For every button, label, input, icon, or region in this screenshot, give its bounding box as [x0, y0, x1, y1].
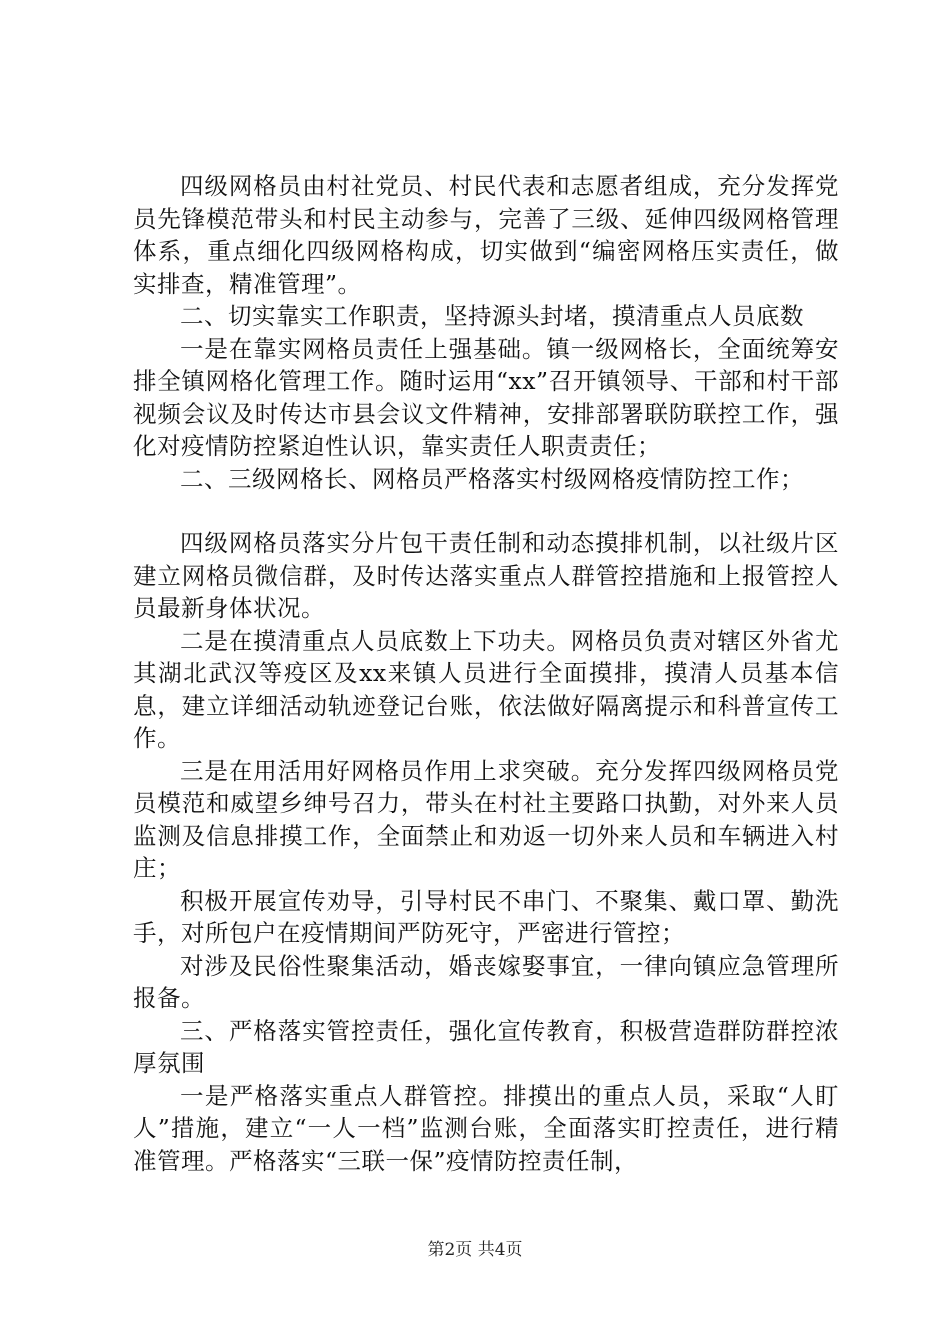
paragraph-grid-members: 四级网格员由村社党员、村民代表和志愿者组成，充分发挥党员先锋模范带头和村民主动参与，完善了三级、延伸四级网格管理体系，重点细化四级网格构成，切实做到“编密网格压实责任，做实排查，精准管理”。 [133, 172, 839, 298]
page-footer: 第2页 共4页 [427, 1240, 523, 1260]
paragraph-point-2: 二是在摸清重点人员底数上下功夫。网格员负责对辖区外省尤其湖北武汉等疫区及xx来镇人员进行全面摸排，摸清人员基本信息，建立详细活动轨迹登记台账，依法做好隔离提示和科普宣传工作。 [133, 626, 839, 752]
paragraph-gap [133, 495, 839, 527]
paragraph-publicity: 积极开展宣传劝导，引导村民不串门、不聚集、戴口罩、勤洗手，对所包户在疫情期间严防死守，严密进行管控； [133, 886, 839, 947]
paragraph-level-2-3: 二、三级网格长、网格员严格落实村级网格疫情防控工作； [180, 464, 804, 493]
paragraph-gatherings: 对涉及民俗性聚集活动，婚丧嫁娶事宜，一律向镇应急管理所报备。 [133, 951, 839, 1012]
document-body [133, 170, 839, 1177]
paragraph-level-4: 四级网格员落实分片包干责任制和动态摸排机制，以社级片区建立网格员微信群，及时传达落实重点人群管控措施和上报管控人员最新身体状况。 [133, 529, 839, 622]
paragraph-control: 一是严格落实重点人群管控。排摸出的重点人员，采取“人盯人”措施，建立“一人一档”监测台账，全面落实盯控责任，进行精准管理。严格落实“三联一保”疫情防控责任制， [133, 1081, 839, 1175]
section-heading-2: 二、切实靠实工作职责，坚持源头封堵，摸清重点人员底数 [180, 302, 804, 330]
section-heading-3: 三、严格落实管控责任，强化宣传教育，积极营造群防群控浓厚氛围 [133, 1016, 839, 1077]
paragraph-point-3: 三是在用活用好网格员作用上求突破。充分发挥四级网格员党员模范和威望乡绅号召力，带头在村社主要路口执勤，对外来人员监测及信息排摸工作，全面禁止和劝返一切外来人员和车辆进入村庄； [133, 756, 839, 882]
paragraph-point-1: 一是在靠实网格员责任上强基础。镇一级网格长，全面统筹安排全镇网格化管理工作。随时运用“xx”召开镇领导、干部和村干部视频会议及时传达市县会议文件精神，安排部署联防联控工作，强化对疫情防控紧迫性认识，靠实责任人职责责任； [133, 334, 839, 460]
